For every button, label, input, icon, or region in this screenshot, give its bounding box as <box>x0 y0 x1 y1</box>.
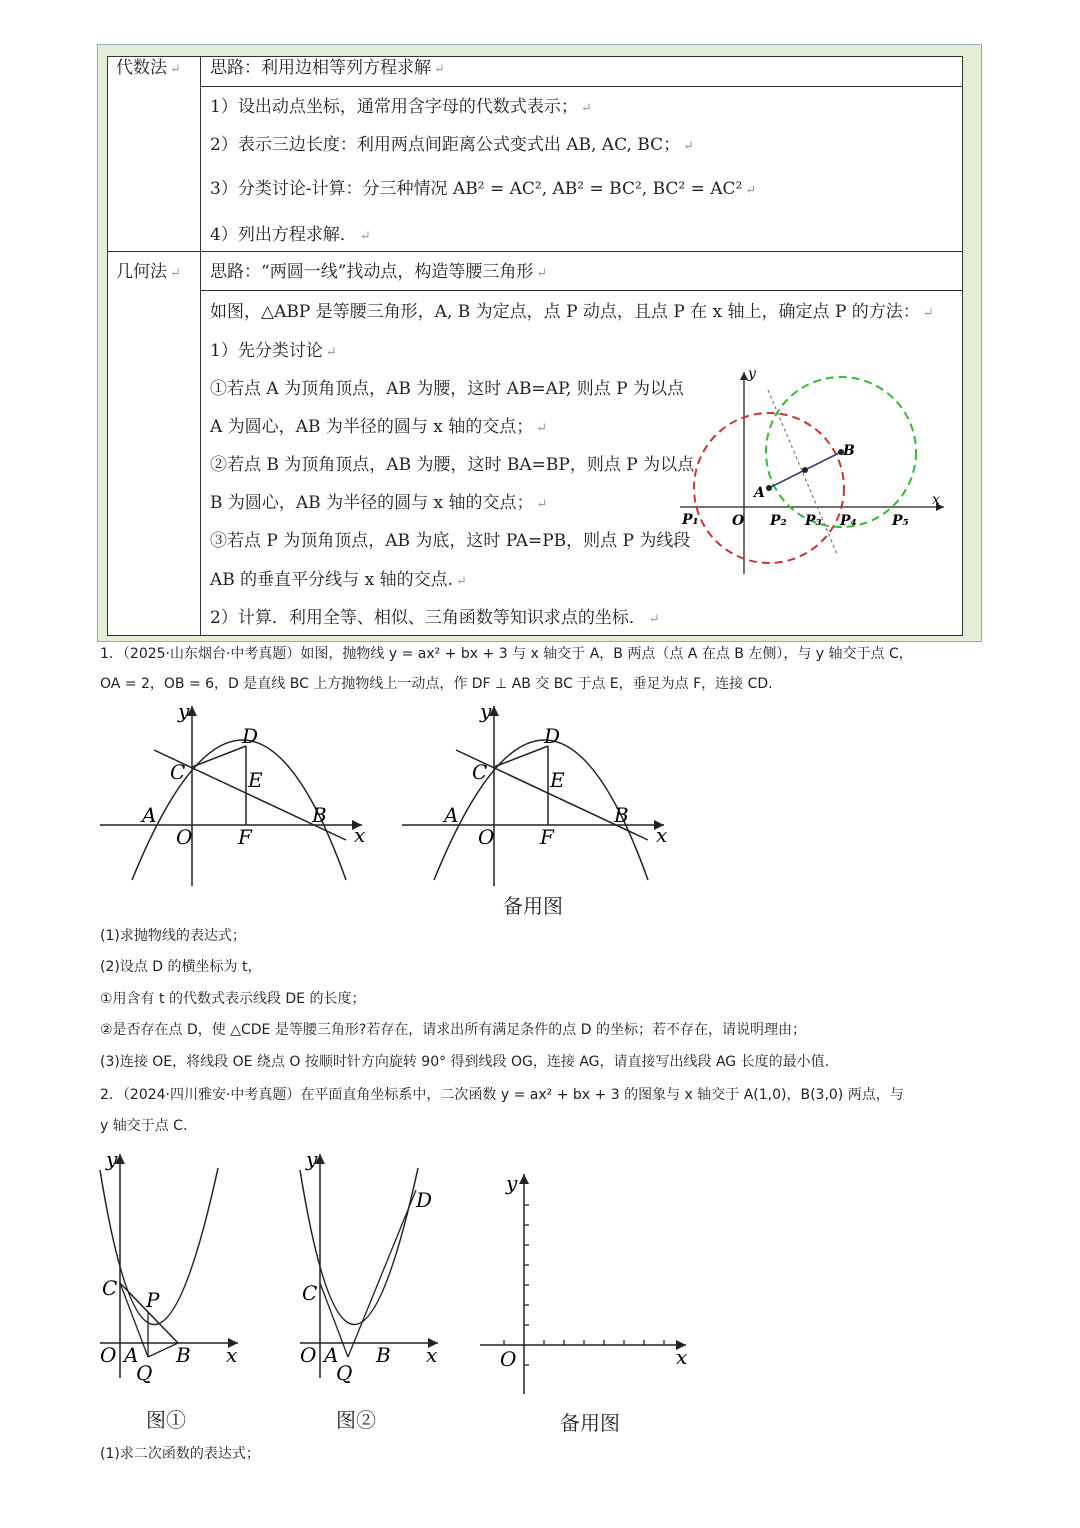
p2f1-label-q: Q <box>136 1361 153 1385</box>
p2s-label-y: y <box>506 1171 518 1195</box>
p1-fig-label-b: B <box>312 803 327 827</box>
problem1-question-1: (1)求抛物线的表达式； <box>100 928 246 944</box>
geometry-intro: 如图，△ABP 是等腰三角形，A, B 为定点，点 P 动点，且点 P 在 x 轴上，确定点 P 的方法： ↵ <box>210 302 934 322</box>
p2f2-label-o: O <box>300 1343 317 1367</box>
algebra-step-1: 1）设出动点坐标，通常用含字母的代数式表示； ↵ <box>210 97 592 117</box>
problem1-spare-caption: 备用图 <box>503 894 563 918</box>
p1s-fig-label-x: x <box>656 823 668 847</box>
p2s-label-x: x <box>676 1345 688 1369</box>
geometry-sub-1: 1）先分类讨论 ↵ <box>210 341 337 361</box>
problem2-statement-line1: 2．（2024·四川雅安·中考真题）在平面直角坐标系中，二次函数 y = ax² + bx + 3 的图象与 x 轴交于 A(1,0)，B(3,0) 两点，与 <box>100 1087 904 1103</box>
p1-fig-label-f: F <box>238 825 252 849</box>
problem1-statement-line1: 1．（2025·山东烟台·中考真题）如图，抛物线 y = ax² + bx + 3 与 x 轴交于 A，B 两点（点 A 在点 B 左侧），与 y 轴交于点 C， <box>100 646 913 662</box>
p1-fig-label-d: D <box>242 724 259 748</box>
p2f1-label-b: B <box>176 1343 191 1367</box>
p1-fig-label-e: E <box>248 768 263 792</box>
p2f1-label-a: A <box>124 1343 139 1367</box>
p2f2-label-x: x <box>426 1343 438 1367</box>
p2f1-label-x: x <box>226 1343 238 1367</box>
table-column-divider <box>200 56 201 636</box>
fig-label-a: A <box>754 485 765 501</box>
problem1-question-2b: ②是否存在点 D，使 △CDE 是等腰三角形?若存在，请求出所有满足条件的点 D 的坐标；若不存在，请说明理由； <box>100 1022 806 1038</box>
problem1-question-2a: ①用含有 t 的代数式表示线段 DE 的长度； <box>100 991 366 1007</box>
problem1-question-3: (3)连接 OE，将线段 OE 绕点 O 按顺时针方向旋转 90° 得到线段 OG，连接 AG，请直接写出线段 AG 长度的最小值. <box>100 1054 830 1070</box>
p2f2-label-y: y <box>306 1150 318 1171</box>
fig-label-x: x <box>932 492 940 508</box>
p2f2-label-c: C <box>302 1281 318 1305</box>
problem2-figure-1 <box>96 1150 246 1390</box>
problem2-spare-caption: 备用图 <box>560 1411 620 1435</box>
p1-fig-label-a: A <box>142 803 157 827</box>
fig-label-p2: P₂ <box>770 513 787 529</box>
p1s-fig-label-o: O <box>478 825 495 849</box>
geometry-sub-2: 2）计算．利用全等、相似、三角函数等知识求点的坐标． ↵ <box>210 608 660 628</box>
problem2-figure-2 <box>296 1150 446 1390</box>
p2f1-label-p: P <box>146 1288 160 1312</box>
p1-fig-label-y: y <box>178 700 190 723</box>
p1-fig-label-x: x <box>354 823 366 847</box>
table-section-divider <box>107 251 963 252</box>
p1s-fig-label-y: y <box>480 700 492 723</box>
fig-label-y: y <box>748 366 756 382</box>
problem2-figure-2-caption: 图② <box>336 1408 376 1432</box>
algebra-step-3: 3）分类讨论-计算：分三种情况 AB² = AC², AB² = BC², BC² = AC² ↵ <box>210 179 757 199</box>
p2f1-label-y: y <box>106 1150 118 1171</box>
geometry-case-line-4: B 为圆心，AB 为半径的圆与 x 轴的交点； ↵ <box>210 493 548 513</box>
p2f1-label-c: C <box>102 1276 118 1300</box>
fig-label-o: O <box>732 513 745 529</box>
p1s-fig-label-f: F <box>540 825 554 849</box>
geometry-case-line-3: ②若点 B 为顶角顶点，AB 为腰，这时 BA=BP，则点 P 为以点 <box>210 455 695 475</box>
p2f2-label-a: A <box>324 1343 339 1367</box>
geometry-case-line-5: ③若点 P 为顶角顶点，AB 为底，这时 PA=PB，则点 P 为线段 <box>210 531 691 551</box>
p1s-fig-label-e: E <box>550 768 565 792</box>
problem2-figure-1-caption: 图① <box>146 1408 186 1432</box>
fig-label-p1: P₁ <box>682 512 699 528</box>
geometry-case-line-2: A 为圆心，AB 为半径的圆与 x 轴的交点； ↵ <box>210 417 548 437</box>
fig-label-p5: P₅ <box>892 513 909 529</box>
algebra-step-4: 4）列出方程求解． ↵ <box>210 225 371 245</box>
p2f2-label-q: Q <box>336 1361 353 1385</box>
geometry-idea: 思路：“两圆一线”找动点，构造等腰三角形 ↵ <box>210 262 548 282</box>
problem1-statement-line2: OA = 2，OB = 6，D 是直线 BC 上方抛物线上一动点，作 DF ⊥ AB 交 BC 于点 E，垂足为点 F，连接 CD. <box>100 676 773 692</box>
p2f1-label-o: O <box>100 1343 117 1367</box>
problem2-statement-line2: y 轴交于点 C. <box>100 1118 188 1134</box>
table-row-divider <box>200 86 963 87</box>
geometry-case-line-1: ①若点 A 为顶角顶点，AB 为腰，这时 AB=AP, 则点 P 为以点 <box>210 379 684 399</box>
problem2-question-1: (1)求二次函数的表达式； <box>100 1446 260 1462</box>
problem1-figure-main <box>96 700 376 890</box>
problem2-figure-spare <box>476 1168 696 1398</box>
p2f2-label-b: B <box>376 1343 391 1367</box>
geometry-method-label: 几何法 ↵ <box>116 262 181 282</box>
algebra-method-label: 代数法 ↵ <box>116 58 181 78</box>
p1-fig-label-c: C <box>170 760 186 784</box>
p1s-fig-label-a: A <box>444 803 459 827</box>
fig-label-p3: P₃ <box>805 513 822 529</box>
p1s-fig-label-b: B <box>614 803 629 827</box>
p1-fig-label-o: O <box>176 825 193 849</box>
algebra-idea: 思路：利用边相等列方程求解 ↵ <box>210 58 445 78</box>
p1s-fig-label-c: C <box>472 760 488 784</box>
two-circles-one-line-figure <box>672 364 952 578</box>
algebra-step-2: 2）表示三边长度：利用两点间距离公式变式出 AB, AC, BC； ↵ <box>210 135 695 155</box>
p2s-label-o: O <box>500 1347 517 1371</box>
table-row-divider <box>200 290 963 291</box>
geometry-case-line-6: AB 的垂直平分线与 x 轴的交点. ↵ <box>210 570 467 590</box>
fig-label-b: B <box>843 443 855 459</box>
p1s-fig-label-d: D <box>544 724 561 748</box>
p2f2-label-d: D <box>416 1188 433 1212</box>
problem1-question-2: (2)设点 D 的横坐标为 t， <box>100 959 262 975</box>
fig-label-p4: P₄ <box>840 513 857 529</box>
problem1-figure-spare <box>398 700 678 890</box>
